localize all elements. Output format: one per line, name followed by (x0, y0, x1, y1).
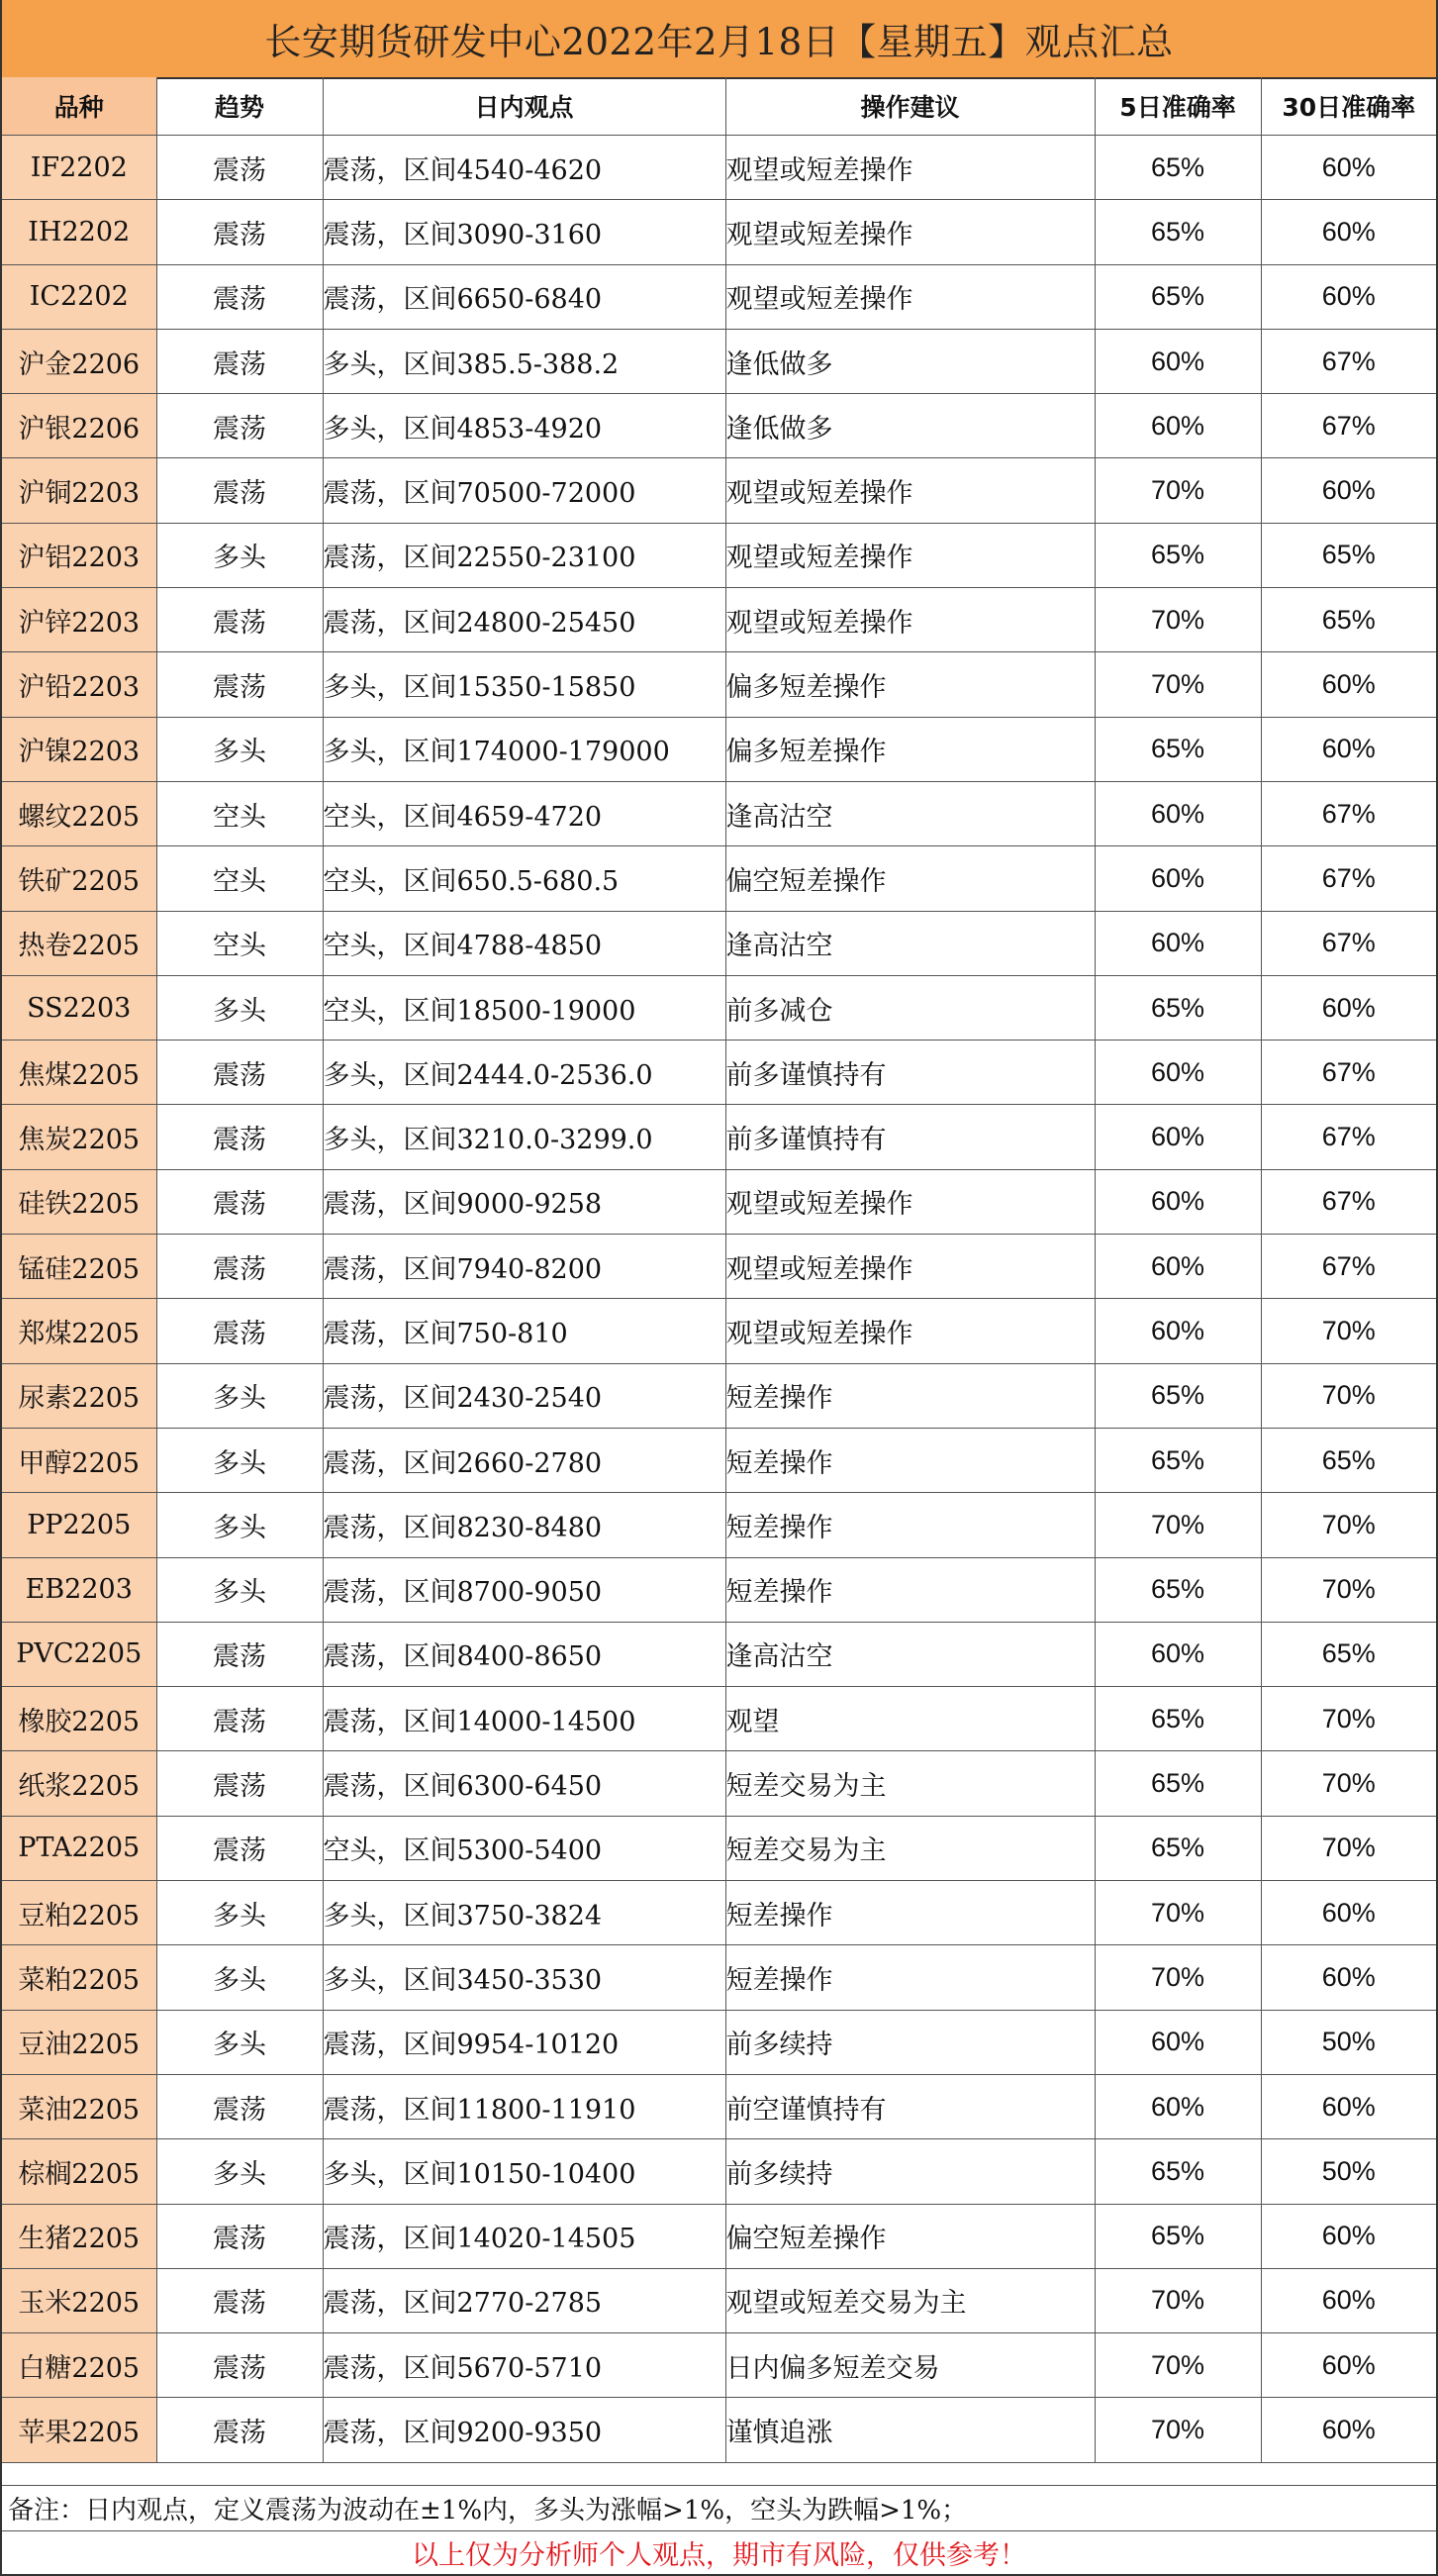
cell-advice: 观望或短差操作 (725, 200, 1095, 264)
table-row (2, 2010, 1436, 2074)
cell-acc5: 60% (1095, 1105, 1261, 1169)
cell-intraday: 多头，区间3450-3530 (323, 1945, 725, 2010)
cell-intraday: 空头，区间650.5-680.5 (323, 846, 725, 911)
cell-advice: 观望或短差操作 (725, 523, 1095, 587)
cell-acc30: 70% (1261, 1751, 1436, 1816)
table-row (2, 1751, 1436, 1816)
cell-advice: 偏空短差操作 (725, 846, 1095, 911)
cell-advice: 逢高沽空 (725, 911, 1095, 975)
cell-acc30: 60% (1261, 975, 1436, 1040)
cell-advice: 逢高沽空 (725, 1622, 1095, 1686)
cell-advice: 短差操作 (725, 1493, 1095, 1557)
cell-acc5: 65% (1095, 523, 1261, 587)
cell-trend: 震荡 (156, 652, 323, 717)
cell-acc5: 70% (1095, 588, 1261, 652)
cell-advice: 短差操作 (725, 1881, 1095, 1945)
table-row (2, 1040, 1436, 1105)
cell-acc30: 67% (1261, 394, 1436, 458)
cell-acc30: 67% (1261, 781, 1436, 845)
table-body (2, 136, 1436, 2463)
cell-acc5: 60% (1095, 911, 1261, 975)
header-advice: 操作建议 (725, 77, 1095, 136)
cell-advice: 观望或短差操作 (725, 1235, 1095, 1299)
table-row (2, 781, 1436, 845)
cell-advice: 观望或短差操作 (725, 458, 1095, 523)
cell-acc30: 60% (1261, 200, 1436, 264)
header-row (2, 77, 1436, 136)
cell-acc5: 65% (1095, 975, 1261, 1040)
cell-acc30: 65% (1261, 1428, 1436, 1492)
cell-intraday: 震荡，区间14000-14500 (323, 1687, 725, 1751)
cell-acc5: 70% (1095, 458, 1261, 523)
page-title: 长安期货研发中心2022年2月18日【星期五】观点汇总 (2, 0, 1436, 79)
table-row (2, 1493, 1436, 1557)
cell-advice: 短差操作 (725, 1557, 1095, 1622)
cell-intraday: 震荡，区间2770-2785 (323, 2268, 725, 2332)
cell-variety: IC2202 (2, 264, 156, 329)
cell-advice: 前多谨慎持有 (725, 1105, 1095, 1169)
cell-advice: 谨慎追涨 (725, 2398, 1095, 2462)
cell-intraday: 多头，区间3750-3824 (323, 1881, 725, 1945)
cell-intraday: 震荡，区间8230-8480 (323, 1493, 725, 1557)
cell-advice: 观望或短差交易为主 (725, 2268, 1095, 2332)
cell-intraday: 震荡，区间2660-2780 (323, 1428, 725, 1492)
table-row (2, 2333, 1436, 2398)
cell-acc30: 50% (1261, 2139, 1436, 2204)
cell-advice: 前多续持 (725, 2010, 1095, 2074)
cell-acc30: 60% (1261, 652, 1436, 717)
cell-variety: 橡胶2205 (2, 1687, 156, 1751)
cell-variety: 甲醇2205 (2, 1428, 156, 1492)
cell-trend: 震荡 (156, 394, 323, 458)
cell-trend: 多头 (156, 717, 323, 781)
cell-trend: 多头 (156, 975, 323, 1040)
cell-trend: 多头 (156, 1493, 323, 1557)
cell-variety: 纸浆2205 (2, 1751, 156, 1816)
cell-variety: 沪铝2203 (2, 523, 156, 587)
cell-acc5: 65% (1095, 1428, 1261, 1492)
cell-acc5: 65% (1095, 717, 1261, 781)
table-row (2, 2398, 1436, 2462)
cell-intraday: 多头，区间385.5-388.2 (323, 329, 725, 393)
disclaimer: 以上仅为分析师个人观点，期市有风险，仅供参考！ (2, 2530, 1436, 2576)
table-row (2, 264, 1436, 329)
footnote: 备注：日内观点，定义震荡为波动在±1%内，多头为涨幅>1%，空头为跌幅>1%； (2, 2485, 1436, 2530)
cell-acc5: 60% (1095, 394, 1261, 458)
cell-trend: 震荡 (156, 458, 323, 523)
cell-trend: 震荡 (156, 1622, 323, 1686)
cell-trend: 多头 (156, 1557, 323, 1622)
cell-advice: 前多减仓 (725, 975, 1095, 1040)
cell-intraday: 多头，区间10150-10400 (323, 2139, 725, 2204)
cell-acc30: 70% (1261, 1493, 1436, 1557)
cell-acc5: 70% (1095, 652, 1261, 717)
table-row (2, 1945, 1436, 2010)
cell-trend: 震荡 (156, 2268, 323, 2332)
header-acc30: 30日准确率 (1261, 77, 1436, 136)
cell-intraday: 多头，区间3210.0-3299.0 (323, 1105, 725, 1169)
cell-variety: 郑煤2205 (2, 1299, 156, 1363)
cell-trend: 震荡 (156, 1169, 323, 1234)
cell-acc5: 60% (1095, 329, 1261, 393)
cell-acc5: 60% (1095, 1169, 1261, 1234)
cell-variety: 玉米2205 (2, 2268, 156, 2332)
cell-advice: 逢低做多 (725, 329, 1095, 393)
cell-acc5: 60% (1095, 1299, 1261, 1363)
cell-variety: IH2202 (2, 200, 156, 264)
cell-acc30: 67% (1261, 329, 1436, 393)
cell-trend: 震荡 (156, 136, 323, 200)
cell-trend: 震荡 (156, 200, 323, 264)
table-row (2, 975, 1436, 1040)
cell-variety: 锰硅2205 (2, 1235, 156, 1299)
cell-variety: 白糖2205 (2, 2333, 156, 2398)
cell-acc5: 65% (1095, 1363, 1261, 1428)
cell-variety: 豆油2205 (2, 2010, 156, 2074)
cell-acc30: 65% (1261, 1622, 1436, 1686)
cell-variety: 焦煤2205 (2, 1040, 156, 1105)
cell-intraday: 震荡，区间6650-6840 (323, 264, 725, 329)
cell-intraday: 震荡，区间6300-6450 (323, 1751, 725, 1816)
cell-acc30: 60% (1261, 717, 1436, 781)
header-acc5: 5日准确率 (1095, 77, 1261, 136)
cell-advice: 短差交易为主 (725, 1751, 1095, 1816)
cell-intraday: 震荡，区间70500-72000 (323, 458, 725, 523)
table-row (2, 846, 1436, 911)
cell-trend: 多头 (156, 1881, 323, 1945)
cell-acc30: 60% (1261, 2268, 1436, 2332)
cell-acc5: 60% (1095, 2010, 1261, 2074)
cell-variety: PP2205 (2, 1493, 156, 1557)
cell-trend: 多头 (156, 523, 323, 587)
cell-advice: 观望或短差操作 (725, 136, 1095, 200)
cell-acc5: 60% (1095, 846, 1261, 911)
cell-variety: 沪铅2203 (2, 652, 156, 717)
cell-advice: 观望 (725, 1687, 1095, 1751)
cell-variety: IF2202 (2, 136, 156, 200)
cell-variety: 焦炭2205 (2, 1105, 156, 1169)
cell-acc30: 67% (1261, 1040, 1436, 1105)
cell-intraday: 空头，区间5300-5400 (323, 1816, 725, 1880)
cell-intraday: 震荡，区间750-810 (323, 1299, 725, 1363)
cell-advice: 逢低做多 (725, 394, 1095, 458)
table-row (2, 1428, 1436, 1492)
cell-trend: 震荡 (156, 1105, 323, 1169)
cell-intraday: 震荡，区间9954-10120 (323, 2010, 725, 2074)
cell-trend: 震荡 (156, 2204, 323, 2268)
cell-variety: 豆粕2205 (2, 1881, 156, 1945)
table-row (2, 523, 1436, 587)
cell-advice: 短差操作 (725, 1945, 1095, 2010)
table-row (2, 588, 1436, 652)
cell-acc5: 70% (1095, 2398, 1261, 2462)
cell-trend: 多头 (156, 1945, 323, 2010)
cell-variety: 硅铁2205 (2, 1169, 156, 1234)
cell-advice: 前多续持 (725, 2139, 1095, 2204)
cell-trend: 震荡 (156, 1235, 323, 1299)
cell-intraday: 空头，区间4788-4850 (323, 911, 725, 975)
cell-acc30: 67% (1261, 911, 1436, 975)
cell-acc30: 60% (1261, 2074, 1436, 2138)
cell-advice: 短差交易为主 (725, 1816, 1095, 1880)
cell-variety: SS2203 (2, 975, 156, 1040)
cell-trend: 空头 (156, 846, 323, 911)
cell-intraday: 空头，区间18500-19000 (323, 975, 725, 1040)
cell-trend: 震荡 (156, 1040, 323, 1105)
cell-acc30: 60% (1261, 1945, 1436, 2010)
cell-trend: 空头 (156, 911, 323, 975)
cell-advice: 观望或短差操作 (725, 1299, 1095, 1363)
cell-acc30: 50% (1261, 2010, 1436, 2074)
table-row (2, 1557, 1436, 1622)
views-table (2, 77, 1436, 2463)
cell-acc30: 60% (1261, 2398, 1436, 2462)
cell-acc30: 60% (1261, 136, 1436, 200)
cell-variety: 热卷2205 (2, 911, 156, 975)
cell-trend: 震荡 (156, 264, 323, 329)
cell-advice: 偏多短差操作 (725, 652, 1095, 717)
table-row (2, 329, 1436, 393)
cell-acc30: 70% (1261, 1816, 1436, 1880)
cell-advice: 日内偏多短差交易 (725, 2333, 1095, 2398)
table-row (2, 911, 1436, 975)
cell-intraday: 震荡，区间14020-14505 (323, 2204, 725, 2268)
header-intraday: 日内观点 (323, 77, 725, 136)
cell-intraday: 震荡，区间11800-11910 (323, 2074, 725, 2138)
cell-acc5: 65% (1095, 1687, 1261, 1751)
cell-acc30: 67% (1261, 1169, 1436, 1234)
cell-acc5: 70% (1095, 1881, 1261, 1945)
cell-acc5: 60% (1095, 1040, 1261, 1105)
cell-variety: 尿素2205 (2, 1363, 156, 1428)
table-row (2, 200, 1436, 264)
cell-trend: 震荡 (156, 1687, 323, 1751)
cell-acc30: 67% (1261, 1235, 1436, 1299)
cell-intraday: 震荡，区间7940-8200 (323, 1235, 725, 1299)
table-row (2, 2139, 1436, 2204)
header-variety: 品种 (2, 77, 156, 136)
cell-trend: 多头 (156, 1428, 323, 1492)
table-row (2, 652, 1436, 717)
cell-acc30: 60% (1261, 2333, 1436, 2398)
table-row (2, 458, 1436, 523)
cell-trend: 多头 (156, 2010, 323, 2074)
cell-trend: 多头 (156, 1363, 323, 1428)
cell-acc30: 70% (1261, 1363, 1436, 1428)
table-row (2, 717, 1436, 781)
cell-acc5: 60% (1095, 781, 1261, 845)
cell-variety: PTA2205 (2, 1816, 156, 1880)
cell-variety: 生猪2205 (2, 2204, 156, 2268)
cell-advice: 偏空短差操作 (725, 2204, 1095, 2268)
cell-acc5: 60% (1095, 2074, 1261, 2138)
cell-variety: 螺纹2205 (2, 781, 156, 845)
table-row (2, 1105, 1436, 1169)
cell-trend: 多头 (156, 2139, 323, 2204)
table-row (2, 1687, 1436, 1751)
cell-acc30: 67% (1261, 1105, 1436, 1169)
cell-variety: EB2203 (2, 1557, 156, 1622)
cell-acc5: 65% (1095, 2204, 1261, 2268)
cell-acc5: 60% (1095, 1622, 1261, 1686)
cell-advice: 前多谨慎持有 (725, 1040, 1095, 1105)
table-row (2, 2074, 1436, 2138)
cell-variety: 棕榈2205 (2, 2139, 156, 2204)
table-row (2, 1235, 1436, 1299)
cell-intraday: 多头，区间174000-179000 (323, 717, 725, 781)
cell-advice: 逢高沽空 (725, 781, 1095, 845)
cell-acc30: 70% (1261, 1687, 1436, 1751)
cell-trend: 震荡 (156, 1816, 323, 1880)
cell-acc30: 67% (1261, 846, 1436, 911)
table-row (2, 1363, 1436, 1428)
cell-intraday: 多头，区间4853-4920 (323, 394, 725, 458)
cell-acc5: 70% (1095, 2333, 1261, 2398)
cell-intraday: 空头，区间4659-4720 (323, 781, 725, 845)
cell-acc5: 65% (1095, 1751, 1261, 1816)
cell-trend: 震荡 (156, 1299, 323, 1363)
cell-variety: 铁矿2205 (2, 846, 156, 911)
cell-acc5: 65% (1095, 200, 1261, 264)
cell-intraday: 震荡，区间5670-5710 (323, 2333, 725, 2398)
cell-acc30: 70% (1261, 1557, 1436, 1622)
cell-acc5: 65% (1095, 2139, 1261, 2204)
header-trend: 趋势 (156, 77, 323, 136)
cell-advice: 偏多短差操作 (725, 717, 1095, 781)
cell-acc30: 65% (1261, 588, 1436, 652)
table-row (2, 2204, 1436, 2268)
table-row (2, 136, 1436, 200)
table-row (2, 394, 1436, 458)
cell-acc5: 70% (1095, 1493, 1261, 1557)
cell-acc5: 60% (1095, 1235, 1261, 1299)
cell-variety: 沪铜2203 (2, 458, 156, 523)
table-row (2, 1881, 1436, 1945)
cell-intraday: 多头，区间15350-15850 (323, 652, 725, 717)
cell-trend: 震荡 (156, 2074, 323, 2138)
cell-variety: 沪银2206 (2, 394, 156, 458)
table-row (2, 1622, 1436, 1686)
cell-acc5: 70% (1095, 1945, 1261, 2010)
cell-advice: 短差操作 (725, 1428, 1095, 1492)
cell-variety: 沪金2206 (2, 329, 156, 393)
cell-advice: 前空谨慎持有 (725, 2074, 1095, 2138)
cell-intraday: 震荡，区间3090-3160 (323, 200, 725, 264)
cell-trend: 空头 (156, 781, 323, 845)
table-row (2, 2268, 1436, 2332)
cell-intraday: 震荡，区间2430-2540 (323, 1363, 725, 1428)
cell-intraday: 震荡，区间22550-23100 (323, 523, 725, 587)
cell-variety: 菜粕2205 (2, 1945, 156, 2010)
cell-acc5: 70% (1095, 2268, 1261, 2332)
cell-intraday: 震荡，区间9200-9350 (323, 2398, 725, 2462)
cell-intraday: 震荡，区间8700-9050 (323, 1557, 725, 1622)
cell-acc30: 60% (1261, 458, 1436, 523)
cell-intraday: 震荡，区间24800-25450 (323, 588, 725, 652)
cell-advice: 观望或短差操作 (725, 1169, 1095, 1234)
table-row (2, 1299, 1436, 1363)
cell-intraday: 震荡，区间9000-9258 (323, 1169, 725, 1234)
cell-variety: 苹果2205 (2, 2398, 156, 2462)
cell-acc5: 65% (1095, 1557, 1261, 1622)
cell-acc30: 65% (1261, 523, 1436, 587)
cell-acc30: 60% (1261, 264, 1436, 329)
cell-variety: 沪镍2203 (2, 717, 156, 781)
table-row (2, 1169, 1436, 1234)
cell-acc30: 60% (1261, 1881, 1436, 1945)
cell-trend: 震荡 (156, 588, 323, 652)
cell-trend: 震荡 (156, 2333, 323, 2398)
cell-advice: 观望或短差操作 (725, 588, 1095, 652)
cell-acc5: 65% (1095, 264, 1261, 329)
cell-acc30: 70% (1261, 1299, 1436, 1363)
cell-acc30: 60% (1261, 2204, 1436, 2268)
cell-variety: PVC2205 (2, 1622, 156, 1686)
cell-trend: 震荡 (156, 1751, 323, 1816)
cell-advice: 短差操作 (725, 1363, 1095, 1428)
cell-variety: 沪锌2203 (2, 588, 156, 652)
table-row (2, 1816, 1436, 1880)
cell-advice: 观望或短差操作 (725, 264, 1095, 329)
cell-trend: 震荡 (156, 2398, 323, 2462)
cell-intraday: 多头，区间2444.0-2536.0 (323, 1040, 725, 1105)
cell-trend: 震荡 (156, 329, 323, 393)
cell-variety: 菜油2205 (2, 2074, 156, 2138)
cell-acc5: 65% (1095, 1816, 1261, 1880)
cell-acc5: 65% (1095, 136, 1261, 200)
cell-intraday: 震荡，区间8400-8650 (323, 1622, 725, 1686)
cell-intraday: 震荡，区间4540-4620 (323, 136, 725, 200)
